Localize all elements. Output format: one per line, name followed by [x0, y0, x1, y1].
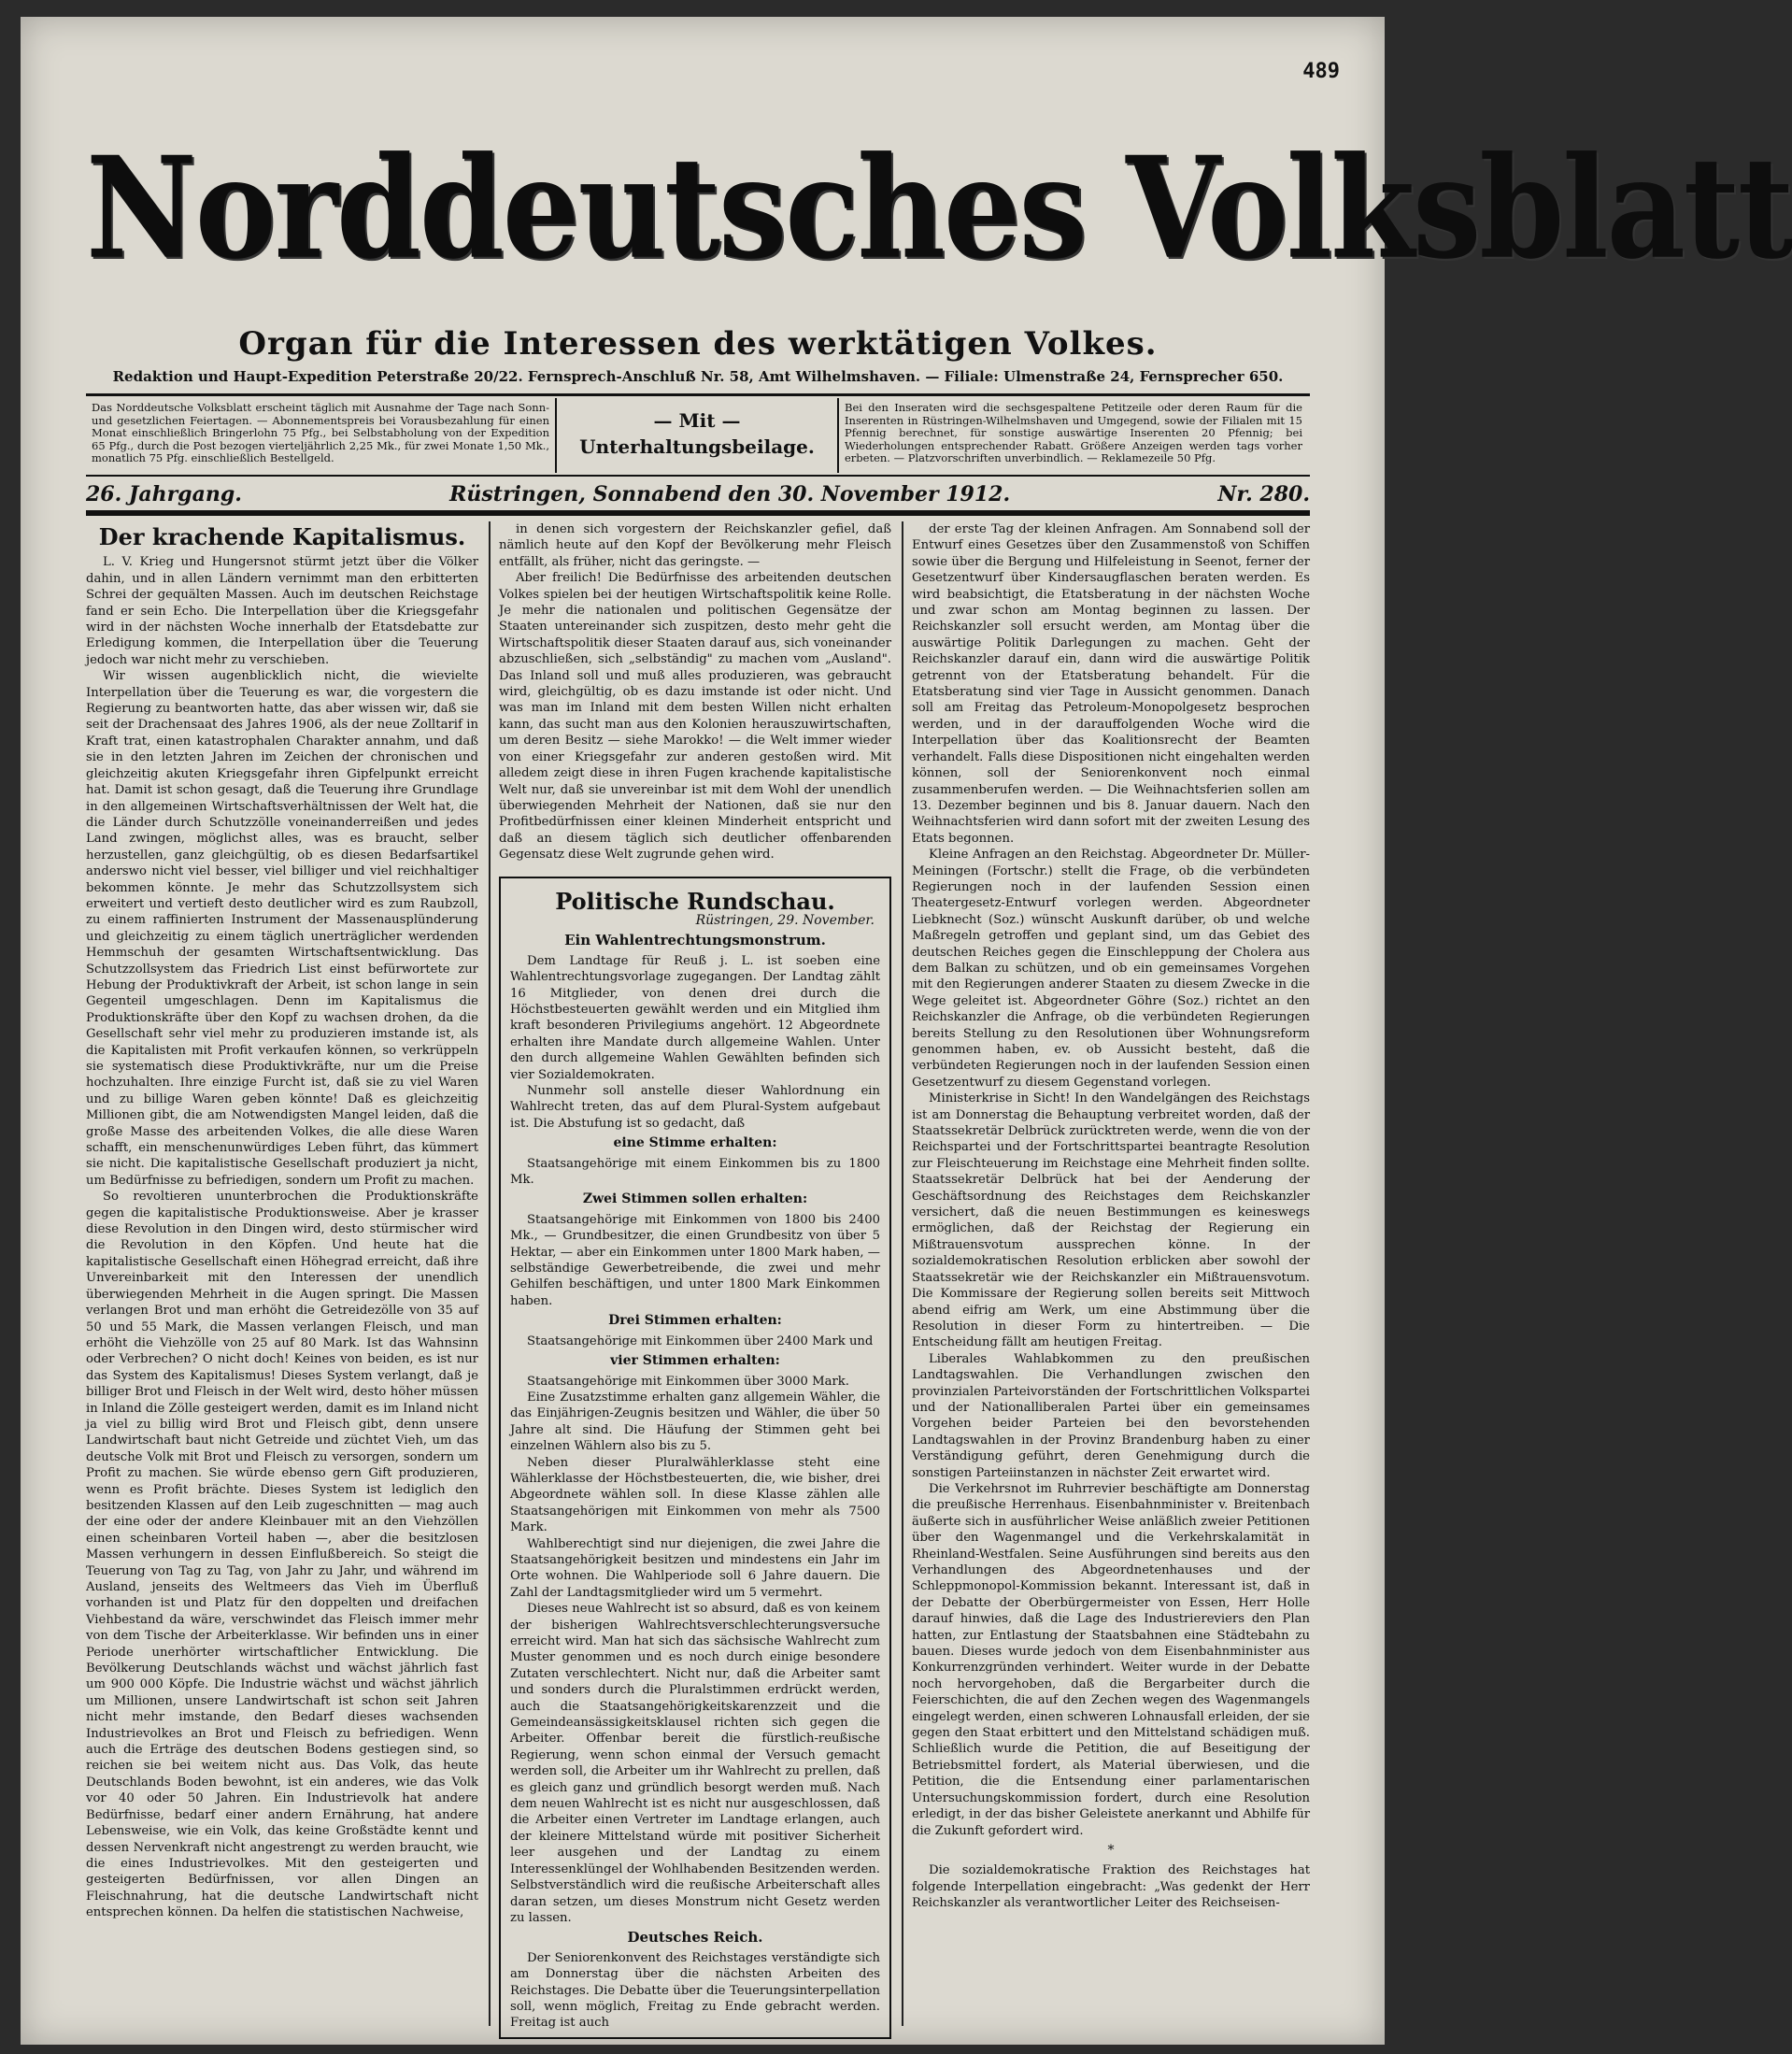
rule-mid	[86, 475, 1310, 477]
paragraph: Wir wissen augenblicklich nicht, die wievielte Interpellation über die Teuerung es war, die vorgestern die Regierung zu beantworten hatte, das aber wissen wir, daß sie seit der Drachensaat des Jahres 1906, als der neue Zolltarif in Kraft trat, einen katastrophalen Charakter annahm, und daß sie in den letzten Jahren im Zeichen der chronischen und gleichzeitig akuten Kriegsgefahr ihren Gipfelpunkt erreicht hat. Damit ist schon gesagt, daß die Teuerung ihre Grundlage in den allgemeinen Wirtschaftsverhältnissen der Welt hat, die die Länder durch Schutzzölle voneinanderreißen und jedes Land zwingen, möglichst alles, was es braucht, selber herzustellen, ganz gleichgültig, ob es diesen Bedarfsartikel anderswo nicht viel besser, viel billiger und viel reichhaltiger bekommen könnte. Je mehr das Schutzzollsystem sich erweitert und vertieft desto deutlicher wird es zum Raubzoll, zu einem raffinierten Instrument der Massenausplünderung und gleichzeitig zu einem täglich unerträglicher werdenden Hemmschuh der gesamten Wirtschaftsentwicklung. Das Schutzzollsystem das Friedrich List einst befürwortete zur Hebung der Produktivkraft der Arbeit, ist schon lange in sein Gegenteil umgeschlagen. Denn im Kapitalismus die Produktionskräfte über den Kopf zu wachsen drohen, da die Gesellschaft sehr viel mehr zu produzieren imstande ist, als die Kapitalisten mit Profit verkaufen können, so verkrüppeln sie systematisch diese Produktivkräfte, nur um die Preise hochzuhalten. Ihre einzige Furcht ist, daß sie zu viel Waren und zu billige Waren geben könnte! Daß es gleichzeitig Millionen gibt, die am Notwendigsten Mangel leiden, daß die große Masse des arbeitenden Volkes, die alle diese Waren schafft, ein menschenunwürdiges Leben führt, das kümmert sie nicht. Die kapitalistische Gesellschaft produziert ja nicht, um Bedürfnisse zu befriedigen, sondern um Profit zu machen.	[86, 669, 478, 1188]
rule-top	[86, 393, 1310, 396]
paragraph: Aber freilich! Die Bedürfnisse des arbeitenden deutschen Volkes spielen bei der heutigen Wirtschaftspolitik keine Rolle. Je mehr die nationalen und politischen Gegensätze der Staaten untereinander sich zuspitzen, desto mehr geht die Wirtschaftspolitik dieser Staaten darauf aus, sich voneinander abzuschließen, sich „selbständig" zu machen vom „Ausland". Das Inland soll und muß alles produzieren, was gebraucht wird, gleichgültig, ob es dazu imstande ist oder nicht. Und was man im Inland mit dem besten Willen nicht erhalten kann, das sucht man aus den Kolonien herauszuwirtschaften, um deren Besitz — siehe Marokko! — die Welt immer wieder von einer Kriegsgefahr zur anderen gestoßen wird. Mit alledem zeigt diese in ihren Fugen krachende kapitalistische Welt nur, daß sie unvereinbar ist mit dem Wohl der unendlich überwiegenden Mehrheit der Nationen, daß sie nur den Profitbedürfnissen einer kleinen Minderheit entspricht und daß an diesem täglich sich deutlicher offenbarenden Gegensatz diese Welt zugrunde gehen wird.	[499, 571, 891, 863]
page-number: 489	[1302, 60, 1340, 83]
supplement-line2: Unterhaltungsbeilage.	[579, 435, 815, 458]
newspaper-title: Norddeutsches Volksblatt	[86, 125, 1792, 291]
stimme-heading: vier Stimmen erhalten:	[610, 1353, 780, 1369]
column-3	[912, 521, 1310, 2026]
paragraph: Staatsangehörige mit Einkommen über 3000 Mark.	[527, 1374, 849, 1389]
dateline	[86, 480, 1310, 508]
paragraph: Staatsangehörige mit Einkommen von 1800 bis 2400 Mk., — Grundbesitzer, die einen Grundbesitz von über 5 Hektar, — aber ein Einkommen unter 1800 Mark haben, — selbständige Gewerbetreibende, die zwei und mehr Gehilfen beschäftigen, und unter 1800 Mark Einkommen haben.	[510, 1212, 880, 1308]
issue-date: Rüstringen, Sonnabend den 30. November 1912.	[449, 482, 1011, 506]
paragraph: Kleine Anfragen an den Reichstag. Abgeordneter Dr. Müller-Meiningen (Fortschr.) stellt die Frage, ob die verbündeten Regierungen noch in der laufenden Session einen Theatergesetz-Entwurf vorlegen werden. Abgeordneter Liebknecht (Soz.) wünscht Auskunft darüber, ob und welche Maßregeln getroffen und geplant sind, um das Gebiet des deutschen Reiches gegen die Einschleppung der Cholera aus dem Balkan zu schützen, und ob ein gemeinsames Vorgehen mit den Regierungen anderer Staaten zu diesem Zwecke in die Wege geleitet ist. Abgeordneter Göhre (Soz.) richtet an den Reichskanzler die Anfrage, ob die verbündeten Regierungen bereits Stellung zu den Resolutionen über Wohnungsreform genommen haben, ev. ob Aussicht besteht, daß die verbündeten Regierungen noch in der laufenden Session einen Gesetzentwurf zu diesem Gegenstand vorlegen.	[912, 848, 1310, 1090]
advertising-info: Bei den Inseraten wird die sechsgespaltene Petitzeile oder deren Raum für die Inserenten in Rüstringen-Wilhelmshaven und Umgegend, sowie der Filialen mit 15 Pfennig berechnet, für sonstige auswärtige Inserenten 20 Pfennig; bei Wiederholungen entsprechender Rabatt. Größere Anzeigen werden tags vorher erbeten. — Platzvorschriften unverbindlich. — Reklamezeile 50 Pfg.	[845, 401, 1302, 464]
article-columns	[86, 521, 1310, 2031]
column-divider	[902, 521, 903, 2026]
column-1	[86, 521, 478, 2026]
paragraph: L. V. Krieg und Hungersnot stürmt jetzt über die Völker dahin, und in allen Ländern vernimmt man den erbitterten Schrei der gequälten Massen. Auch im deutschen Reichstage fand er sein Echo. Die Interpellation über die Kriegsgefahr wird in der nächsten Woche innerhalb der Etatsdebatte zur Erledigung kommen, die Interpellation über die Teuerung jedoch war nicht mehr zu verschieben.	[86, 555, 478, 667]
paragraph: Der Seniorenkonvent des Reichstages verständigte sich am Donnerstag über die nächsten Arbeiten des Reichstages. Die Debatte über die Teuerungsinterpellation soll, wenn möglich, Freitag zu Ende gebracht werden. Freitag ist auch	[510, 1950, 880, 2031]
newspaper-page	[21, 17, 1792, 2045]
supplement-box	[555, 398, 839, 473]
rule-thick	[86, 510, 1310, 516]
stimme-heading: Drei Stimmen erhalten:	[608, 1313, 782, 1329]
subscription-info: Das Norddeutsche Volksblatt erscheint täglich mit Ausnahme der Tage nach Sonn- und gesetzlichen Feiertagen. — Abonnementspreis bei Vorausbezahlung für einen Monat einschließlich Bringerlohn 75 Pfg., bei Selbstabholung von der Expedition 65 Pfg., durch die Post bezogen vierteljährlich 2,25 Mk., für zwei Monate 1,50 Mk., monatlich 75 Pfg. einschließlich Bestellgeld.	[92, 401, 549, 464]
paragraph: der erste Tag der kleinen Anfragen. Am Sonnabend soll der Entwurf eines Gesetzes über den Zusammenstoß von Schiffen sowie über die Bergung und Hilfeleistung in Seenot, ferner der Gesetzentwurf über Kindersaugflaschen beraten werden. Es wird beabsichtigt, die Etatsberatung in der nächsten Woche und zwar schon am Montag beginnen zu lassen. Der Reichskanzler soll ersucht werden, am Montag über die auswärtige Politik Darlegungen zu machen. Geht der Reichskanzler darauf ein, dann wird die auswärtige Politik getrennt von der Etatsberatung behandelt. Für die Etatsberatung sind vier Tage in Aussicht genommen. Danach soll am Freitag das Petroleum-Monopolgesetz besprochen werden, und in der darauffolgenden Woche wird die Interpellation über das Koalitionsrecht der Beamten verhandelt. Falls diese Dispositionen nicht eingehalten werden können, soll der Seniorenkonvent noch einmal zusammenberufen werden. — Die Weihnachtsferien sollen am 13. Dezember beginnen und bis 8. Januar dauern. Nach den Weihnachtsferien wird dann sofort mit der zweiten Lesung des Etats begonnen.	[912, 522, 1310, 846]
paragraph: Eine Zusatzstimme erhalten ganz allgemein Wähler, die das Einjährigen-Zeugnis besitzen und Wähler, die über 50 Jahre alt sind. Die Häufung der Stimmen geht bei einzelnen Wählern also bis zu 5.	[510, 1390, 880, 1454]
info-row	[86, 398, 1310, 473]
paragraph: Liberales Wahlabkommen zu den preußischen Landtagswahlen. Die Verhandlungen zwischen den provinzialen Parteivorständen der Fortschrittlichen Volkspartei und der Nationalliberalen Partei über ein gemeinsames Vorgehen beider Parteien bei den bevorstehenden Landtagswahlen in der Provinz Brandenburg haben zu einer Verständigung geführt, deren Genehmigung durch die sonstigen Parteiinstanzen in nächster Zeit erwartet wird.	[912, 1351, 1310, 1480]
paragraph: Wahlberechtigt sind nur diejenigen, die zwei Jahre die Staatsangehörigkeit besitzen und mindestens ein Jahr im Orte wohnen. Die Wahlperiode soll 6 Jahre dauern. Die Zahl der Landtagsmitglieder wird um 5 vermehrt.	[510, 1536, 880, 1600]
paragraph: Ministerkrise in Sicht! In den Wandelgängen des Reichstags ist am Donnerstag die Behauptung verbreitet worden, daß der Staatssekretär Delbrück zurücktreten werde, wenn die von der Reichspartei und der Fortschrittspartei beantragte Resolution zur Fleischteuerung im Reichstage eine Mehrheit finden sollte. Staatssekretär Delbrück hat bei der Aenderung der Geschäftsordnung des Reichstages dem Reichskanzler versichert, daß die neuen Bestimmungen es keineswegs ermöglichen, daß der Reichstag der Regierung ein Mißtrauensvotum aussprechen könne. In der sozialdemokratischen Resolution erblicken aber sowohl der Staatssekretär wie der Reichskanzler ein Mißtrauensvotum. Die Kommissare der Regierung sollen bereits seit Mittwoch abend eifrig am Werk, um eine Abstimmung über die Resolution in dieser Form zu hintertreiben. — Die Entscheidung fällt am heutigen Freitag.	[912, 1091, 1310, 1350]
stimme-heading: Zwei Stimmen sollen erhalten:	[582, 1191, 808, 1207]
subhead: Ein Wahlentrechtungsmonstrum.	[564, 932, 826, 949]
paragraph: Staatsangehörige mit Einkommen über 2400 Mark und	[527, 1334, 874, 1348]
column-divider	[489, 521, 491, 2026]
paragraph: in denen sich vorgestern der Reichskanzler gefiel, daß nämlich heute auf den Kopf der Bevölkerung mehr Fleisch entfällt, als früher, nicht das geringste. —	[499, 522, 891, 569]
paragraph: Dem Landtage für Reuß j. L. ist soeben eine Wahlentrechtungsvorlage zugegangen. Der Landtag zählt 16 Mitglieder, von denen drei durch die Höchstbesteuerten gewählt werden und ein Mitglied ihm kraft besonderen Privilegiums angehört. 12 Abgeordnete erhalten ihre Mandate durch allgemeine Wahlen. Unter den durch allgemeine Wahlen Gewählten befinden sich vier Sozialdemokraten.	[510, 953, 880, 1082]
separator-star: *	[1107, 1842, 1115, 1858]
supplement-line1: — Mit —	[653, 409, 741, 432]
redaktion-line: Redaktion und Haupt-Expedition Peterstraße 20/22. Fernsprech-Anschluß Nr. 58, Amt Wilhelmshaven. — Filiale: Ulmenstraße 24, Fernsprecher 650.	[112, 368, 1284, 385]
newspaper-subtitle: Organ für die Interessen des werktätigen Volkes.	[238, 325, 1158, 363]
issue-number: Nr. 280.	[1217, 482, 1310, 506]
masthead	[86, 110, 1792, 325]
paragraph: Dieses neue Wahlrecht ist so absurd, daß es von keinem der bisherigen Wahlrechtsverschlechterungsversuche erreicht wird. Man hat sich das sächsische Wahlrecht zum Muster genommen und es noch durch einige besondere Zutaten verschlechtert. Nicht nur, daß die Arbeiter samt und sonders durch die Pluralstimmen erdrückt werden, auch die Staatsangehörigkeitskarenzzeit und die Gemeindeansässigkeitsklausel richten sich gegen die Arbeiter. Offenbar bereit die fürstlich-reußische Regierung, wenn schon einmal der Versuch gemacht werden soll, die Arbeiter um ihr Wahlrecht zu prellen, daß es gleich ganz und gründlich besorgt werden muß. Nach dem neuen Wahlrecht ist es nicht nur ausgeschlossen, daß die Arbeiter einen Vertreter im Landtage erlangen, auch der kleinere Mittelstand würde mit positiver Sicherheit leer ausgehen und der Landtag zu einem Interessenklüngel der Wohlhabenden Besitzenden werden. Selbstverständlich wird die reußische Arbeiterschaft alles daran setzen, um dieses Monstrum nicht Gesetz werden zu lassen.	[510, 1602, 880, 1925]
place-date: Rüstringen, 29. November.	[695, 912, 875, 928]
politische-rundschau-box	[499, 877, 891, 2039]
jahrgang: 26. Jahrgang.	[86, 482, 242, 506]
stimme-heading: eine Stimme erhalten:	[613, 1135, 777, 1151]
paragraph: Die sozialdemokratische Fraktion des Reichstages hat folgende Interpellation eingebracht: „Was gedenkt der Herr Reichskanzler als verantwortlicher Leiter des Reichseisen-	[912, 1863, 1310, 1911]
article-title: Der krachende Kapitalismus.	[98, 523, 466, 550]
section-title: Politische Rundschau.	[555, 887, 835, 915]
subhead: Deutsches Reich.	[627, 1929, 763, 1947]
column-2	[499, 521, 891, 2031]
paragraph: Neben dieser Pluralwählerklasse steht eine Wählerklasse der Höchstbesteuerten, die, wie bisher, drei Abgeordnete wählen soll. In diese Klasse zählen alle Staatsangehörigen mit Einkommen von mehr als 7500 Mark.	[510, 1455, 880, 1535]
paragraph: Staatsangehörige mit einem Einkommen bis zu 1800 Mk.	[510, 1156, 880, 1188]
paragraph: Die Verkehrsnot im Ruhrrevier beschäftigte am Donnerstag die preußische Herrenhaus. Eisenbahnminister v. Breitenbach äußerte sich in ausführlicher Weise anläßlich zweier Petitionen über den Wagenmangel und die Verkehrskalamität in Rheinland-Westfalen. Seine Ausführungen sind bereits aus den Verhandlungen des Abgeordnetenhauses und der Schleppmonopol-Kommission bekannt. Interessant ist, daß in der Debatte der Oberbürgermeister von Essen, Herr Holle darauf hinwies, daß die Lage des Industriereviers den Plan hatten, zur Entlastung der Staatsbahnen eine Städtebahn zu bauen. Dieses wurde jedoch von dem Eisenbahnminister aus Konkurrenzgründen verhindert. Weiter wurde in der Debatte noch hervorgehoben, daß die Bergarbeiter durch die Feierschichten, die auf den Zechen wegen des Wagenmangels eingelegt werden, einen schweren Lohnausfall erleiden, der sie gegen den Staat erbittert und den Mittelstand schädigen muß. Schließlich wurde die Petition, die auf Beseitigung der Betriebsmittel fordert, als Material überwiesen, und die Petition, die die Entsendung einer parlamentarischen Untersuchungskommission fordert, durch eine Resolution erledigt, in der das bisher Geleistete anerkannt und Abhilfe für die Zukunft gefordert wird.	[912, 1481, 1310, 1838]
paragraph: Nunmehr soll anstelle dieser Wahlordnung ein Wahlrecht treten, das auf dem Plural-System aufgebaut ist. Die Abstufung ist so gedacht, daß	[510, 1084, 880, 1131]
paragraph: So revoltieren ununterbrochen die Produktionskräfte gegen die kapitalistische Produktionsweise. Aber je krasser diese Revolution in den Dingen wird, desto stürmischer wird die Revolution in den Köpfen. Und heute hat die kapitalistische Gesellschaft einen Höhegrad erreicht, daß ihre Unvereinbarkeit mit den Interessen der unendlich überwiegenden Mehrheit in die Augen springt. Die Massen verlangen Brot und man erhöht die Getreidezölle von 35 auf 50 und 55 Mark, die Massen verlangen Fleisch, und man erhöht die Viehzölle von 25 auf 80 Mark. Ist das Wahnsinn oder Verbrechen? O nicht doch! Keines von beiden, es ist nur das System des Kapitalismus! Dieses System verlangt, daß je billiger Brot und Fleisch in der Welt wird, desto höher müssen in Inland die Zölle gesteigert werden, damit es im Inland nicht ja viel zu billig wird Brot und Fleisch gibt, denn unsere Landwirtschaft baut nicht Getreide und züchtet Vieh, um das deutsche Volk mit Brot und Fleisch zu versorgen, sondern um Profit zu machen. Sie würde ebenso gern Gift produzieren, wenn es Profit brächte. Dieses System ist lediglich den besitzenden Klassen auf den Leib zugeschnitten — mag auch der eine oder der andere Kleinbauer mit an den Viehzöllen einen scheinbaren Vorteil haben —, aber die besitzlosen Massen verhungern in dessen Einflußbereich. So steigt die Teuerung von Tag zu Tag, von Jahr zu Jahr, und während im Ausland, jenseits des Weltmeers das Vieh im Überfluß vorhanden ist und Platz für den doppelten und dreifachen Viehbestand da wäre, verschwindet das Fleisch immer mehr von dem Tische der Arbeiterklasse. Wir befinden uns in einer Periode unerhörter wirtschaftlicher Entwicklung. Die Bevölkerung Deutschlands wächst und wächst jährlich fast um 900 000 Köpfe. Die Industrie wächst und wächst jährlich um Millionen, unsere Landwirtschaft ist schon seit Jahren nicht mehr imstande, den Bedarf dieses wachsenden Industrievolkes an Brot und Fleisch zu befriedigen. Wenn auch die Erträge des deutschen Bodens gestiegen sind, so reichen sie bei weitem nicht aus. Das Volk, das heute Deutschlands Boden bewohnt, ist ein anderes, wie das Volk vor 40 oder 50 Jahren. Ein Industrievolk hat andere Bedürfnisse, bedarf einer andern Ernährung, hat andere Lebensweise, wie ein Volk, das keine Großstädte kennt und dessen Nervenkraft nicht angestrengt zu werden braucht, wie die eines Industrievolkes. Mit den gesteigerten und gesteigerten Bedürfnissen, vor allen Dingen an Fleischnahrung, hat die deutsche Landwirtschaft nicht entsprechen können. Da helfen die statistischen Nachweise,	[86, 1190, 478, 1920]
